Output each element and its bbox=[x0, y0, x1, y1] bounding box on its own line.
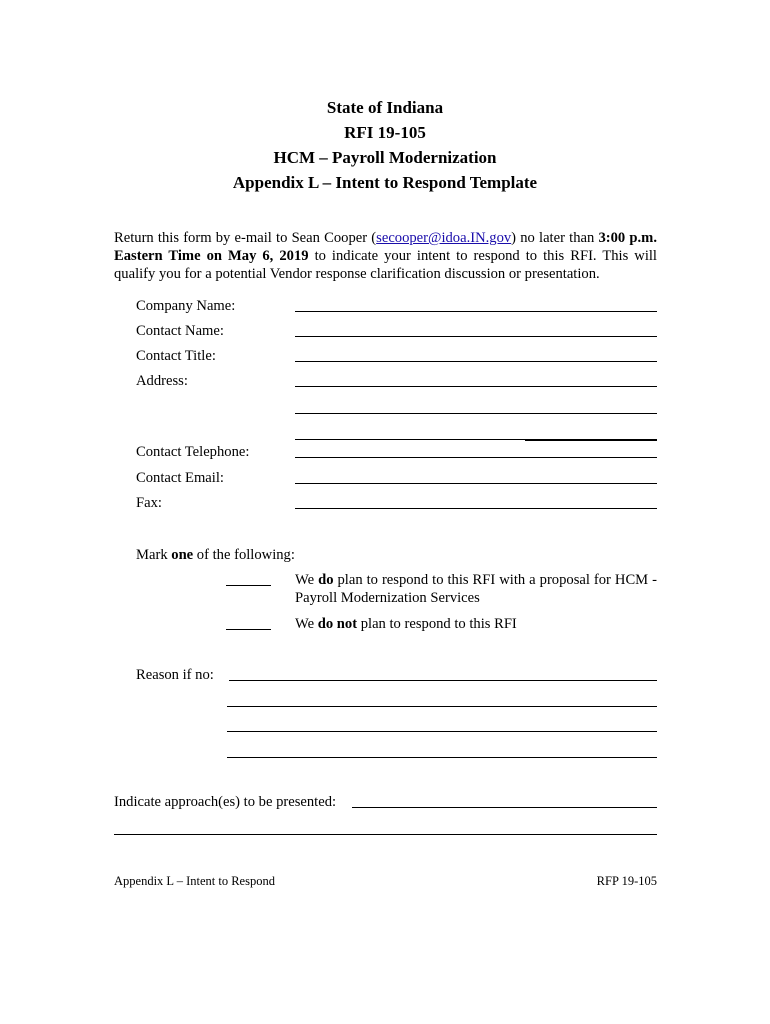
contact-telephone-field[interactable] bbox=[295, 457, 657, 458]
reason-field-line-3[interactable] bbox=[227, 731, 657, 732]
contact-name-label: Contact Name: bbox=[136, 323, 224, 339]
address-field-line-2[interactable] bbox=[295, 413, 657, 414]
header-rfi-number: RFI 19-105 bbox=[344, 123, 426, 142]
contact-name-field[interactable] bbox=[295, 336, 657, 337]
address-label: Address: bbox=[136, 373, 188, 389]
intro-paragraph bbox=[114, 229, 657, 283]
option-do-respond-text: We do plan to respond to this RFI with a proposal for HCM - Payroll Modernization Services bbox=[295, 572, 657, 606]
contact-email-label: Contact Email: bbox=[136, 470, 224, 486]
intro-text-start: Return this form by e-mail to Sean Cooper ( bbox=[114, 230, 377, 246]
contact-title-label: Contact Title: bbox=[136, 348, 216, 364]
company-name-field[interactable] bbox=[295, 311, 657, 312]
approach-label: Indicate approach(es) to be presented: bbox=[114, 794, 337, 810]
option-do-respond-blank[interactable] bbox=[226, 585, 271, 586]
option-do-not-respond-blank[interactable] bbox=[226, 629, 271, 630]
address-field-line-1[interactable] bbox=[295, 386, 657, 387]
intro-text-mid: ) no later than bbox=[511, 230, 599, 246]
header-appendix-title: Appendix L – Intent to Respond Template bbox=[232, 173, 538, 192]
footer-right: RFP 19-105 bbox=[596, 874, 657, 888]
email-link[interactable]: secooper@idoa.IN.gov bbox=[376, 230, 512, 246]
intro-text-end: to indicate your intent to respond to this RFI. This will qualify you for a potential Vendor response clarification discussion or presentation. bbox=[114, 248, 657, 282]
approach-field-line-2[interactable] bbox=[114, 834, 657, 835]
header-project: HCM – Payroll Modernization bbox=[273, 148, 497, 167]
contact-title-field[interactable] bbox=[295, 361, 657, 362]
header-state: State of Indiana bbox=[326, 98, 444, 117]
address-field-line-3-underscore bbox=[525, 440, 657, 441]
reason-field-line-1[interactable] bbox=[229, 680, 657, 681]
footer-left: Appendix L – Intent to Respond bbox=[114, 874, 275, 888]
approach-field-line-1[interactable] bbox=[352, 807, 657, 808]
intro-deadline: 3:00 p.m. Eastern Time on May 6, 2019 bbox=[114, 230, 657, 264]
reason-field-line-2[interactable] bbox=[227, 706, 657, 707]
reason-field-line-4[interactable] bbox=[227, 757, 657, 758]
reason-label: Reason if no: bbox=[136, 667, 214, 683]
mark-one-instruction: Mark one of the following: bbox=[136, 547, 295, 563]
contact-email-field[interactable] bbox=[295, 483, 657, 484]
option-do-not-respond-text: We do not plan to respond to this RFI bbox=[295, 616, 517, 632]
fax-label: Fax: bbox=[136, 495, 162, 511]
contact-telephone-label: Contact Telephone: bbox=[136, 444, 250, 460]
fax-field[interactable] bbox=[295, 508, 657, 509]
company-name-label: Company Name: bbox=[136, 298, 236, 314]
